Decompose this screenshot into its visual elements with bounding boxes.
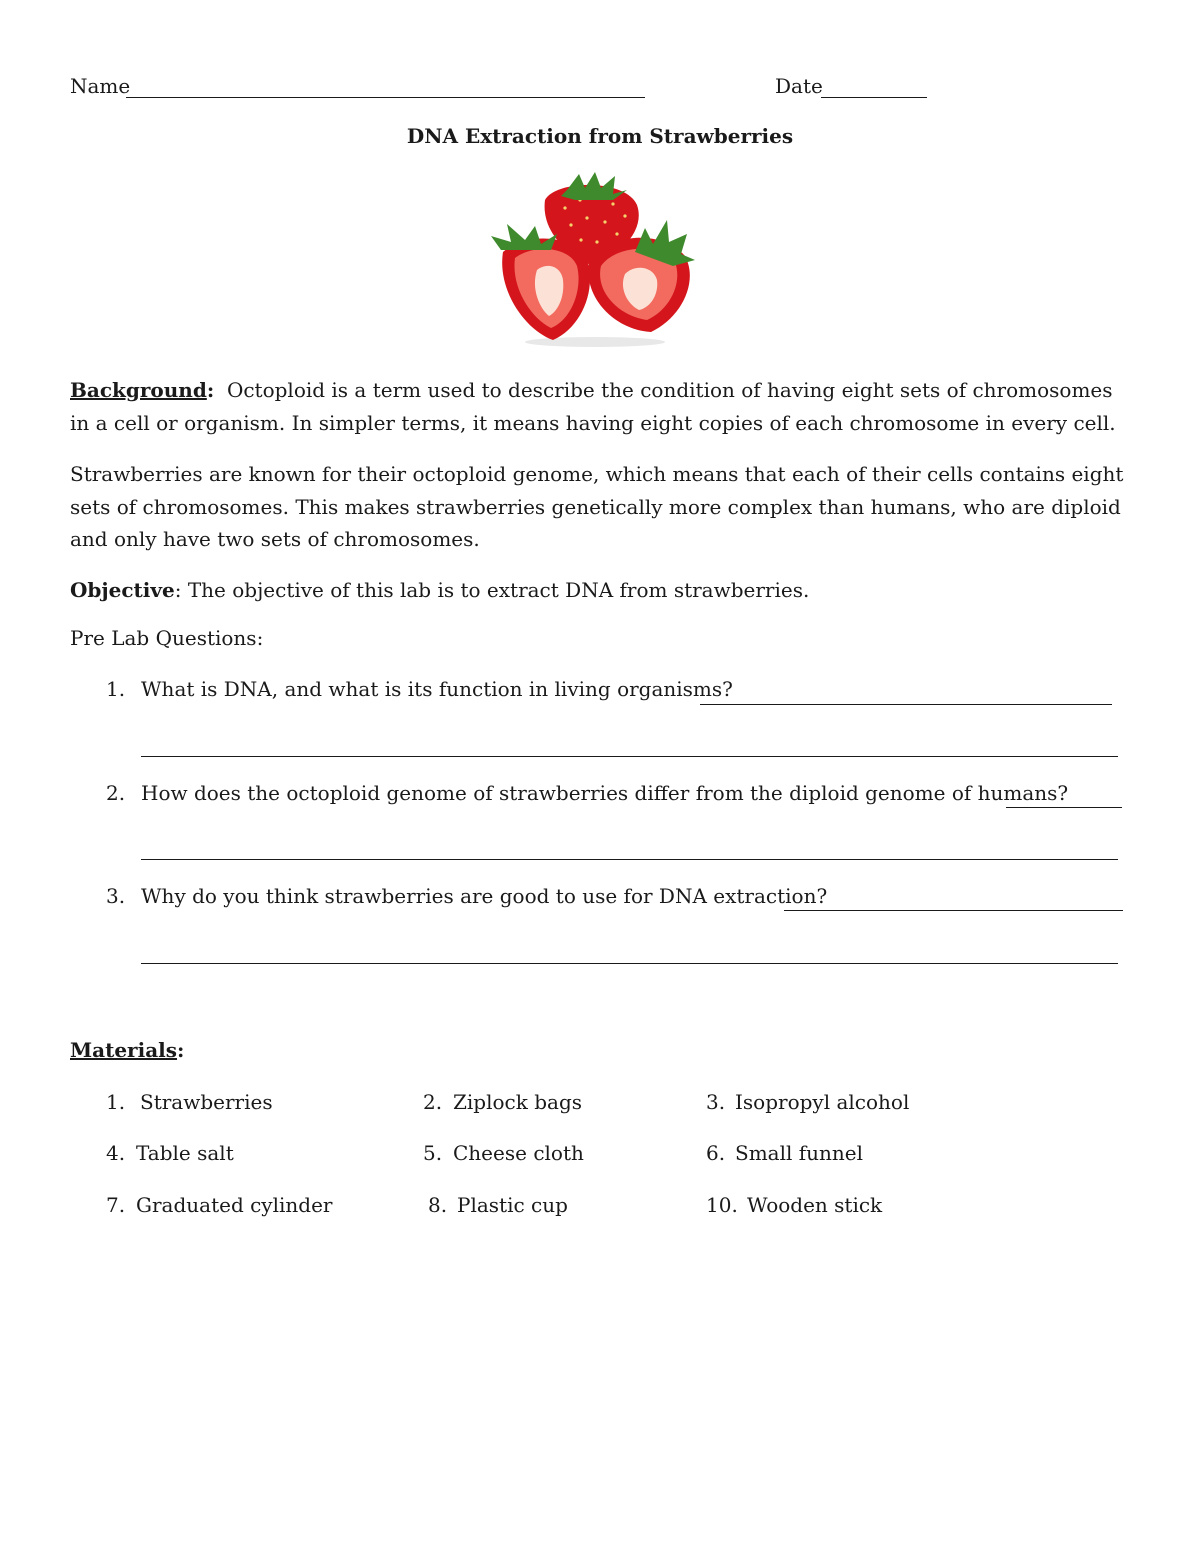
material-number: 2. <box>423 1090 443 1114</box>
background-text: Octoploid is a term used to describe the condition of having eight sets of chromosomes in a cell or organism. In simpler terms, it means having eight copies of each chromosome in every cell. <box>70 378 1116 435</box>
prelab-heading: Pre Lab Questions: <box>70 626 264 650</box>
material-item <box>706 1193 882 1217</box>
material-text: Wooden stick <box>747 1193 883 1217</box>
materials-label: Materials <box>70 1038 178 1062</box>
background-paragraph <box>70 374 1130 439</box>
background-label-colon: : <box>206 378 215 402</box>
material-text: Table salt <box>136 1141 234 1165</box>
material-number: 6. <box>706 1141 726 1165</box>
material-number: 5. <box>423 1141 443 1165</box>
material-number: 1. <box>106 1090 126 1114</box>
objective-paragraph <box>70 574 1130 607</box>
material-number: 7. <box>106 1193 126 1217</box>
material-text: Strawberries <box>140 1090 273 1114</box>
question-number: 3. <box>106 884 126 908</box>
question-number: 2. <box>106 781 126 805</box>
material-item <box>706 1090 909 1114</box>
material-text: Isopropyl alcohol <box>735 1090 910 1114</box>
question-text: How does the octoploid genome of strawberries differ from the diploid genome of humans? <box>141 781 1069 805</box>
objective-label: Objective <box>70 578 175 602</box>
name-label: Name <box>70 74 131 98</box>
page-title: DNA Extraction from Strawberries <box>406 124 794 148</box>
material-number: 8. <box>428 1193 448 1217</box>
material-number: 3. <box>706 1090 726 1114</box>
material-item <box>106 1141 234 1165</box>
name-field[interactable] <box>126 97 645 98</box>
materials-label-colon: : <box>177 1038 185 1062</box>
objective-text: : The objective of this lab is to extract DNA from strawberries. <box>174 578 810 602</box>
question-text: What is DNA, and what is its function in living organisms? <box>141 677 733 701</box>
material-item <box>106 1193 332 1217</box>
answer-line[interactable] <box>1006 807 1122 808</box>
material-text: Small funnel <box>735 1141 864 1165</box>
answer-line[interactable] <box>141 859 1118 860</box>
question-number: 1. <box>106 677 126 701</box>
answer-line[interactable] <box>141 756 1118 757</box>
material-text: Ziplock bags <box>453 1090 583 1114</box>
material-item <box>423 1090 582 1114</box>
strawberries-image <box>485 170 705 350</box>
answer-line[interactable] <box>784 910 1123 911</box>
material-text: Cheese cloth <box>453 1141 584 1165</box>
material-text: Plastic cup <box>457 1193 568 1217</box>
material-number: 10. <box>706 1193 738 1217</box>
background-label: Background <box>70 378 207 402</box>
strawberry-genome-paragraph: Strawberries are known for their octoploid genome, which means that each of their cells contains eight sets of chromosomes. This makes strawberries genetically more complex than humans, who are diploid and only have two sets of chromosomes. <box>70 462 1124 551</box>
material-text: Graduated cylinder <box>136 1193 333 1217</box>
answer-line[interactable] <box>700 704 1112 705</box>
date-label: Date <box>775 74 823 98</box>
question-text: Why do you think strawberries are good to use for DNA extraction? <box>141 884 828 908</box>
strawberry-icon <box>485 170 705 350</box>
answer-line[interactable] <box>141 963 1118 964</box>
material-item <box>428 1193 568 1217</box>
material-number: 4. <box>106 1141 126 1165</box>
material-item <box>423 1141 584 1165</box>
materials-heading <box>70 1038 184 1062</box>
date-field[interactable] <box>821 97 927 98</box>
material-item <box>106 1090 273 1114</box>
material-item <box>706 1141 863 1165</box>
